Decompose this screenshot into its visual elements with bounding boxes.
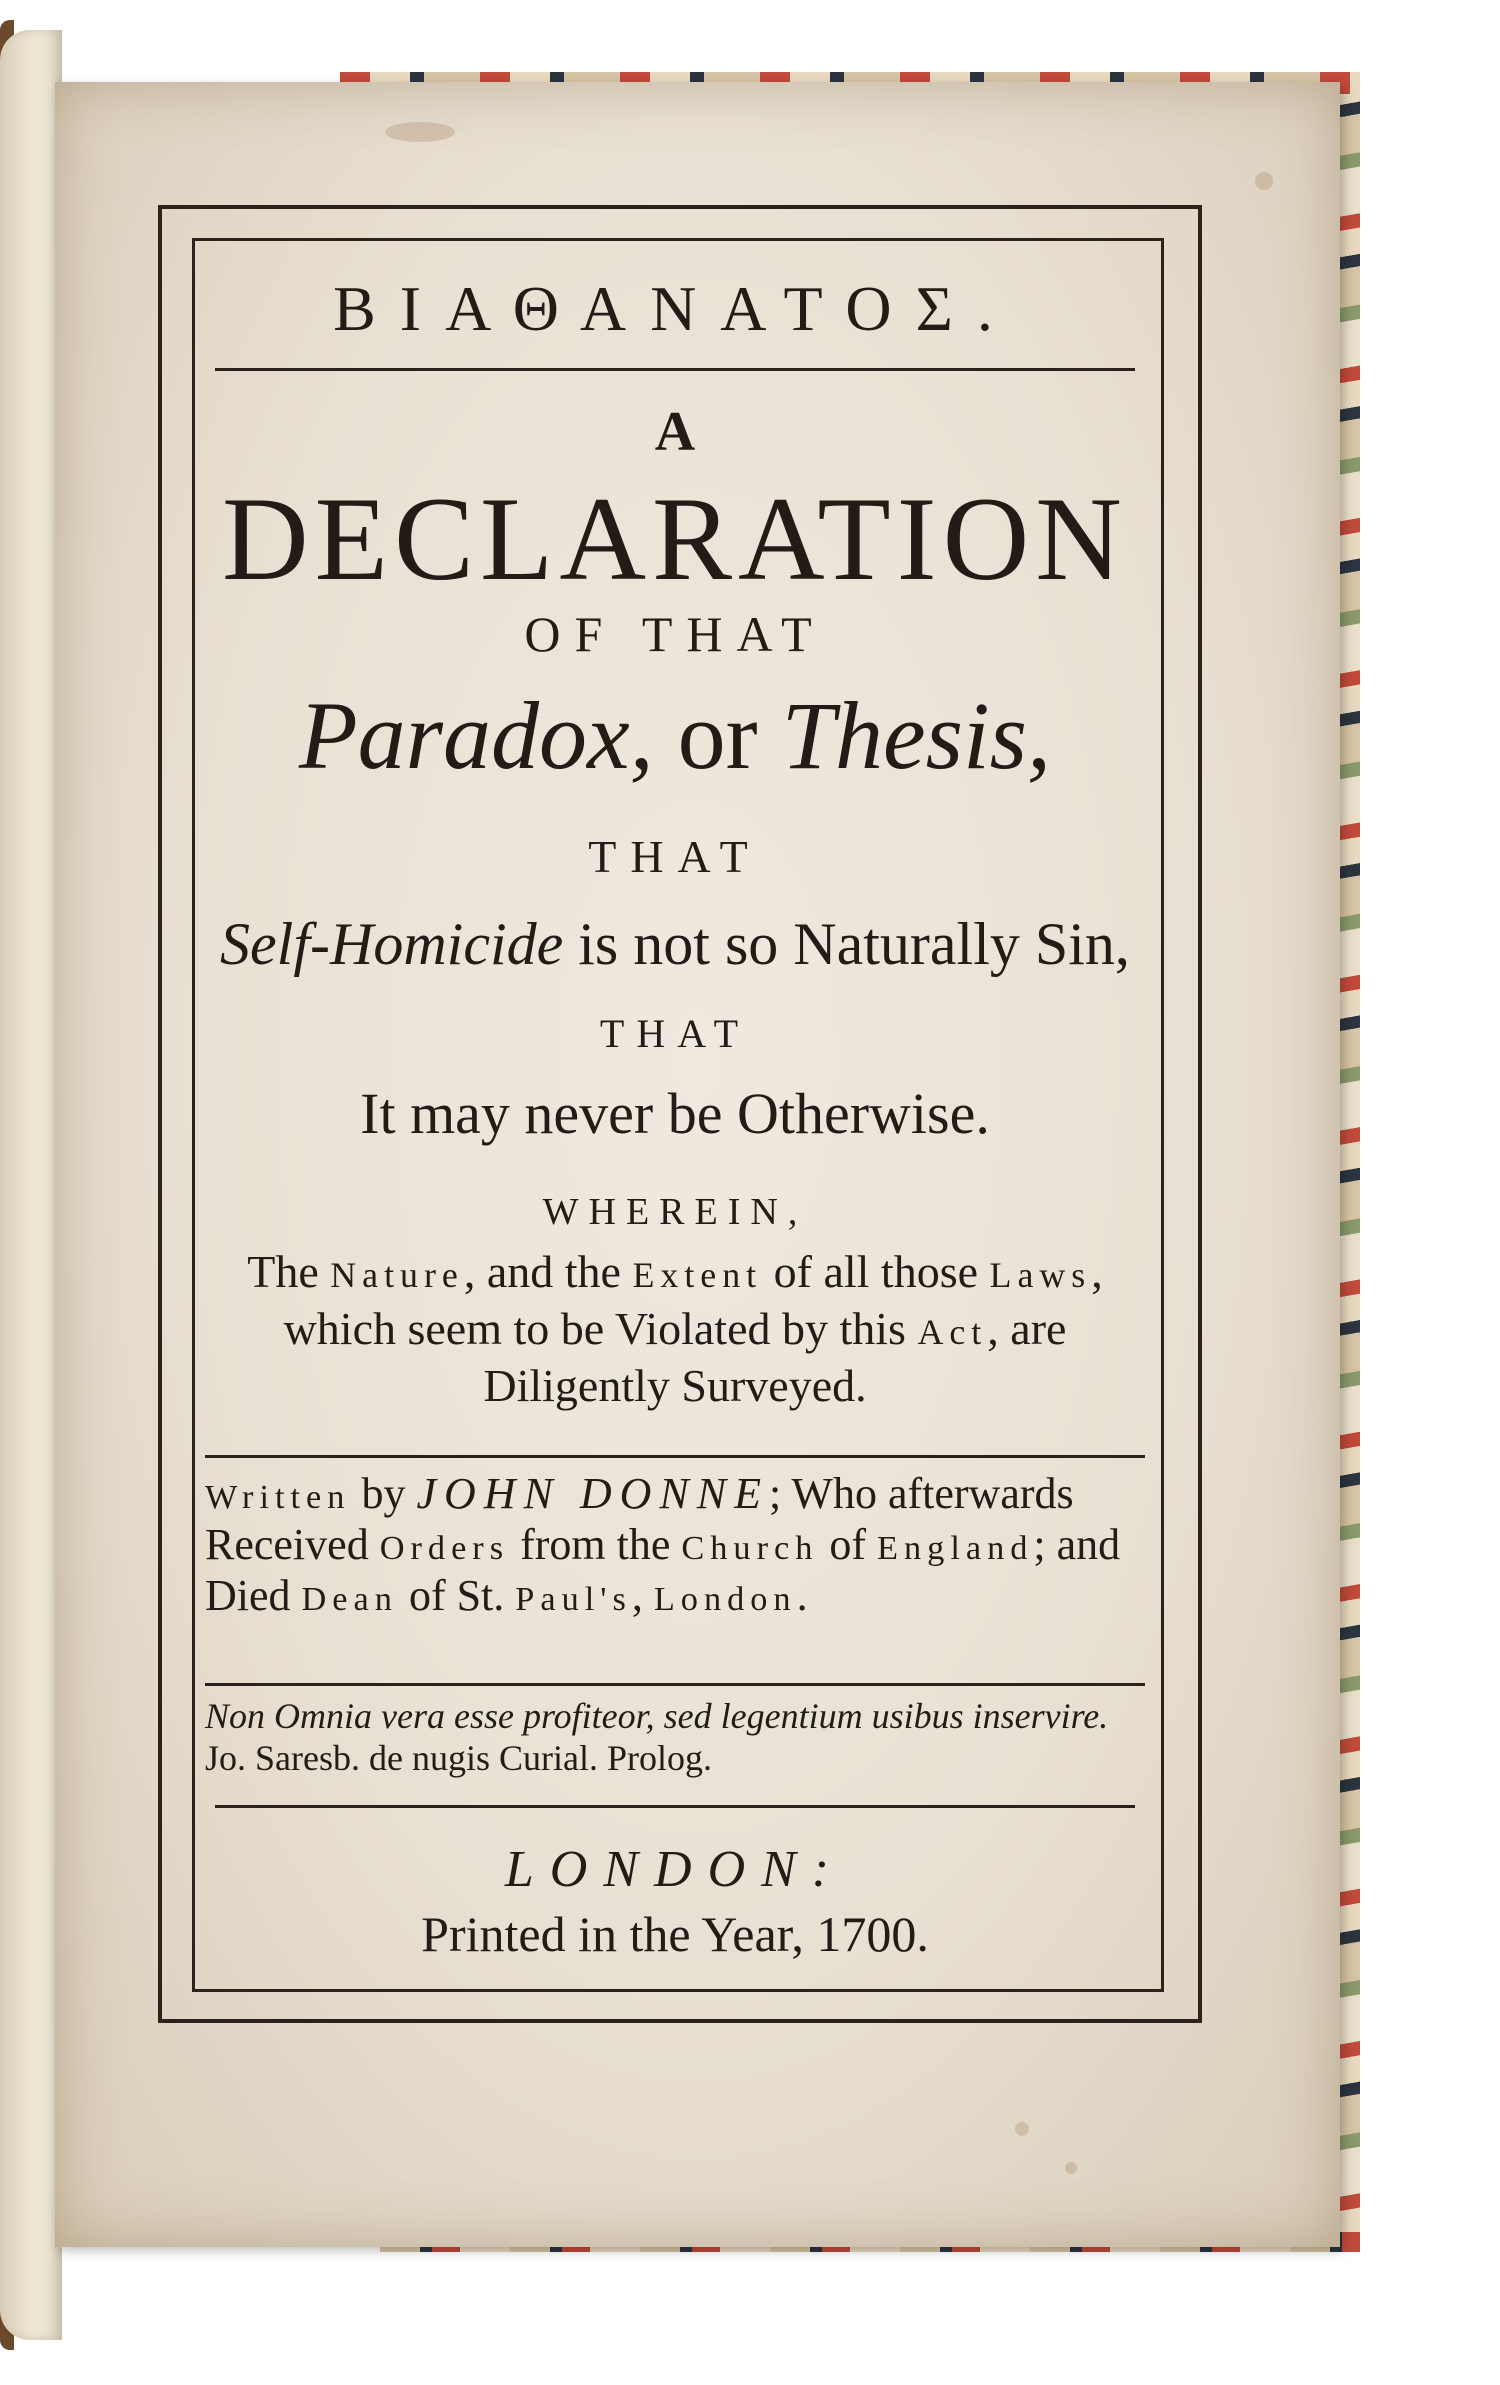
rule-above-author [205, 1455, 1145, 1458]
title-article: A [654, 401, 696, 463]
foxing-spot [385, 122, 455, 142]
paradox-line [195, 680, 1155, 791]
text-run: of St. [397, 1571, 516, 1620]
small-caps-run: Extent [632, 1255, 763, 1295]
motto-quote: Non Omnia vera esse profiteor, sed legentium usibus inservire. [205, 1696, 1109, 1736]
small-caps-run: Orders [379, 1529, 510, 1567]
small-caps-run: Act [917, 1312, 988, 1352]
greek-title: ΒΙΑΘΑΝΑΤΟΣ. [333, 273, 1017, 344]
text-run: of all those [762, 1246, 990, 1297]
text-run: , which seem to be Violated by this [283, 1246, 1103, 1354]
paradox-word: Paradox, [299, 682, 654, 789]
motto-attribution: Jo. Saresb. de nugis Curial. Prolog. [205, 1738, 712, 1778]
text-run: , [631, 1571, 654, 1620]
rule-above-motto [205, 1683, 1145, 1686]
small-caps-run: London [653, 1580, 797, 1618]
foxing-spot [1255, 172, 1273, 190]
text-run: , are Diligently Surveyed. [483, 1303, 1067, 1411]
wherein-line: WHEREIN, [542, 1191, 808, 1233]
self-homicide-line [195, 910, 1155, 979]
thesis-word: Thesis, [781, 682, 1051, 789]
small-caps-run: Written [205, 1478, 351, 1516]
of-that-line: OF THAT [524, 606, 826, 662]
rule-under-greek-title [215, 368, 1135, 371]
subject-description [200, 1245, 1150, 1413]
small-caps-run: Church [681, 1529, 819, 1567]
imprint-date-line: Printed in the Year, 1700. [421, 1906, 929, 1962]
that-line-2: THAT [599, 1011, 751, 1056]
latin-motto [205, 1695, 1145, 1779]
text-run: of [818, 1520, 878, 1569]
author-statement [205, 1470, 1145, 1623]
main-title: DECLARATION [222, 472, 1128, 605]
text-run: The [247, 1246, 331, 1297]
text-run: ; and Died [205, 1520, 1121, 1620]
text-run: , and the [463, 1246, 633, 1297]
that-line-1: THAT [588, 831, 762, 882]
text-run: . [796, 1571, 808, 1620]
text-run: ; Who afterwards Received [205, 1469, 1074, 1569]
author-name: JOHN DONNE [416, 1469, 769, 1518]
book-spine-page-curl [0, 30, 62, 2340]
small-caps-run: England [877, 1529, 1034, 1567]
small-caps-run: Nature [330, 1255, 464, 1295]
text-run: by [350, 1469, 417, 1518]
self-homicide-term: Self-Homicide [220, 911, 564, 977]
foxing-spot [1065, 2162, 1077, 2174]
small-caps-run: Paul's [515, 1580, 632, 1618]
or-word: or [653, 682, 782, 789]
may-never-line: It may never be Otherwise. [360, 1081, 990, 1146]
text-run: from the [509, 1520, 682, 1569]
small-caps-run: Dean [301, 1580, 398, 1618]
imprint-city: LONDON: [504, 1841, 846, 1898]
self-homicide-rest: is not so Naturally Sin, [563, 911, 1130, 977]
foxing-spot [1015, 2122, 1029, 2136]
small-caps-run: Laws [989, 1255, 1092, 1295]
rule-above-imprint [215, 1805, 1135, 1808]
